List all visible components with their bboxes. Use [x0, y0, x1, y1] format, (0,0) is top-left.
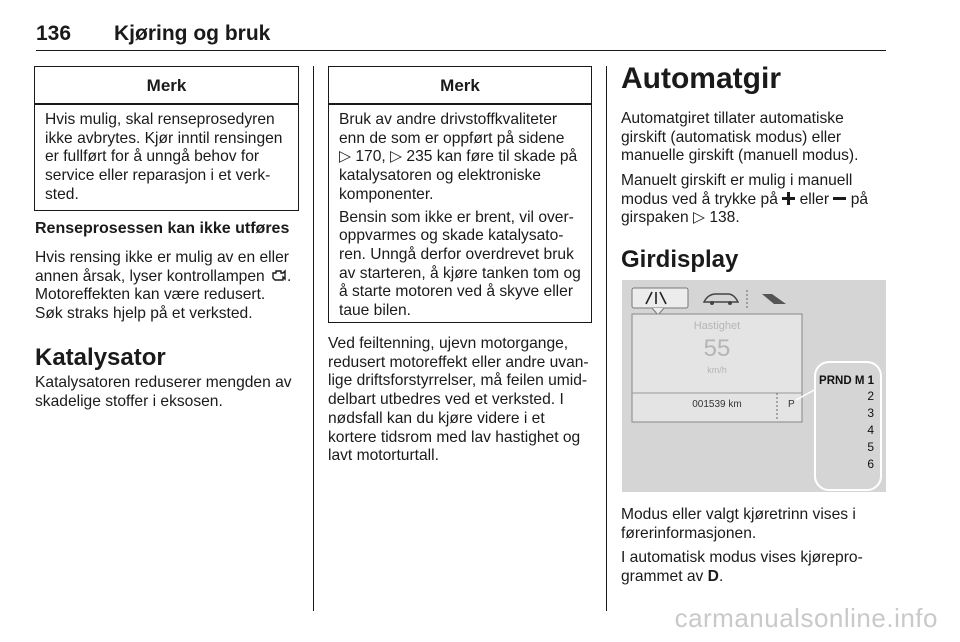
text-line: Motoreffekten kan være redusert. [35, 286, 266, 304]
text-line: redusert motoreffekt eller andre uvan- [328, 353, 589, 371]
text-line: lavt motorturtall. [328, 447, 439, 465]
gear-number: 5 [867, 440, 874, 454]
note-divider [329, 103, 591, 105]
note-line: Bensin som ikke er brent, vil over- [339, 208, 574, 226]
page-header [36, 22, 886, 46]
watermark: carmanualsonline.info [674, 603, 938, 633]
drive-letter: D [707, 567, 719, 585]
text-span: girspaken [621, 209, 689, 227]
speed-unit: km/h [707, 365, 727, 375]
text-line: Katalysatoren reduserer mengden av [35, 374, 292, 391]
text-line: girskift (automatisk modus) eller [621, 128, 842, 146]
gear-number: 4 [867, 423, 874, 437]
page-ref-arrow-icon: ▷ [390, 148, 403, 166]
note-paragraph [339, 209, 583, 321]
text-line: kortere tidsrom med lav hastighet og [328, 428, 581, 446]
text-line: Ved feiltenning, ujevn motorgange, [328, 335, 569, 352]
page-reference[interactable]: 170 [355, 148, 382, 166]
text-line [621, 568, 883, 587]
text-line: lige driftsforstyrrelser, må feilen umid- [328, 372, 588, 390]
page-ref-arrow-icon: ▷ [692, 209, 705, 227]
text-span: annen årsak, lyser kontrollampen [35, 267, 265, 285]
gear-display-illustration [622, 280, 886, 492]
paragraph-automatic-intro [621, 110, 883, 166]
note-box-fuel [328, 66, 592, 323]
text-line: Søk straks hjelp på et verksted. [35, 305, 253, 323]
note-line: ▷ 170, ▷ 235 kan føre til skade på [339, 148, 578, 166]
note-box-cleaning [34, 66, 299, 211]
text-span: på [850, 190, 869, 208]
text-line: skadelige stoffer i eksosen. [35, 392, 223, 410]
speed-label: Hastighet [693, 320, 741, 332]
text-line: Hvis rensing ikke er mulig av en eller [35, 249, 289, 266]
engine-warning-icon [271, 269, 287, 282]
paragraph-misfire [328, 335, 598, 466]
note-body [339, 111, 583, 325]
speed-value: 55 [703, 335, 731, 362]
note-line: sted. [45, 185, 79, 203]
page-reference[interactable]: 138. [709, 209, 740, 227]
page-number: 136 [36, 22, 72, 45]
note-line: av starteren, å kjøre tanken tom og [339, 264, 581, 282]
header-rule [36, 50, 886, 51]
text-line: Modus eller valgt kjøretrinn vises i [621, 506, 856, 523]
text-span: kan føre til skade på [436, 148, 578, 166]
text-span: grammet av [621, 567, 704, 585]
note-line: komponenter. [339, 185, 434, 203]
heading-automatic-gearbox: Automatgir [621, 62, 781, 95]
note-title: Merk [146, 76, 187, 95]
note-line: ikke avbrytes. Kjør inntil rensingen [45, 129, 283, 147]
gear-number: 2 [867, 389, 874, 403]
text-line [621, 191, 883, 210]
text-line: nødsfall kan du kjøre videre i et [328, 409, 545, 427]
note-line: taue bilen. [339, 302, 411, 320]
note-divider [35, 103, 298, 105]
gear-number: 6 [867, 457, 874, 471]
note-line: er fullført for å unngå behov for [45, 148, 260, 166]
text-line: I automatisk modus vises kjørepro- [621, 549, 863, 566]
gear-indicator: P [788, 399, 795, 410]
note-line: ren. Unngå derfor overdrevet bruk [339, 245, 574, 263]
text-line: førerinformasjonen. [621, 524, 757, 542]
note-paragraph [339, 111, 583, 205]
text-line [621, 209, 883, 228]
note-line: service eller reparasjon i et verk- [45, 167, 271, 185]
subheading-cleaning-fail: Renseprosessen kan ikke utføres [35, 220, 290, 237]
heading-gear-display: Girdisplay [621, 246, 739, 273]
note-line: Bruk av andre drivstoffkvaliteter [339, 111, 558, 128]
odometer: 001539 km [692, 399, 742, 410]
plus-icon [782, 192, 795, 205]
text-line: delbart utbedres ved et verksted. I [328, 391, 564, 409]
note-line: katalysatoren og elektroniske [339, 167, 541, 185]
paragraph-drive-program [621, 549, 883, 586]
paragraph-manual-shift [621, 172, 883, 228]
note-body [45, 111, 290, 205]
page-ref-arrow-icon: ▷ [339, 148, 351, 166]
note-line: å starte motoren ved å skyve eller [339, 283, 574, 301]
text-line: manuelle girskift (manuell modus). [621, 147, 859, 165]
column-divider-2 [606, 66, 607, 611]
text-span: eller [799, 190, 830, 208]
text-line: annen årsak, lyser kontrollampen . [35, 267, 292, 285]
column-divider-1 [313, 66, 314, 611]
gear-display-drawing [622, 280, 886, 492]
gear-number: 3 [867, 406, 874, 420]
text-span: . [718, 567, 724, 585]
text-line: Automatgiret tillater automatiske [621, 110, 844, 127]
note-line: enn de som er oppført på sidene [339, 129, 565, 147]
page-reference[interactable]: 235 [406, 148, 433, 166]
note-line: Hvis mulig, skal renseprosedyren [45, 111, 275, 128]
gear-mode-label: PRND M 1 [819, 375, 874, 387]
text-span: modus ved å trykke på [621, 190, 778, 208]
text-line: Manuelt girskift er mulig i manuell [621, 172, 853, 189]
paragraph-cleaning-fail [35, 249, 303, 324]
note-title: Merk [440, 76, 480, 95]
note-line: oppvarmes og skade katalysato- [339, 227, 564, 245]
minus-icon [833, 192, 846, 205]
chapter-title: Kjøring og bruk [114, 22, 271, 45]
paragraph-catalyst [35, 374, 303, 411]
paragraph-mode-display [621, 506, 883, 543]
heading-catalyst: Katalysator [35, 344, 166, 371]
